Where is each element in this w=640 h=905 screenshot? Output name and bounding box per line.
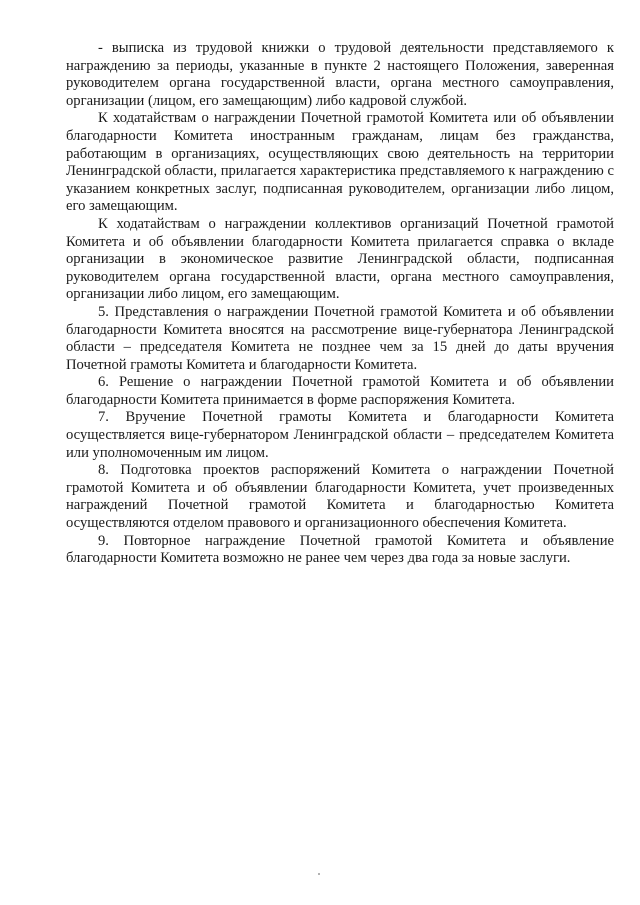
scan-speck: [318, 873, 320, 875]
paragraph-item-9: 9. Повторное награждение Почетной грамотой Комитета и объявление благодарности Комитета возможно не ранее чем через два года за новые заслуги.: [66, 532, 614, 567]
paragraph-item-8: 8. Подготовка проектов распоряжений Комитета о награждении Почетной грамотой Комитета и об объявлении благодарности Комитета, учет произведенных награждений Почетной грамотой Комитета и благодарностью Комитета осуществляются отделом правового и организационного обеспечения Комитета.: [66, 462, 614, 532]
paragraph-collectives: К ходатайствам о награждении коллективов организаций Почетной грамотой Комитета и об объявлении благодарности Комитета прилагается справка о вкладе организации в экономическое развитие Ленинградской области, подписанная руководителем органа государственной власти, органа местного самоуправления, организации либо лицом, его замещающим.: [66, 215, 614, 303]
paragraph-extract-requirement: - выписка из трудовой книжки о трудовой деятельности представляемого к награждению за периоды, указанные в пункте 2 настоящего Положения, заверенная руководителем органа государственной власти, органа местного самоуправления, организации (лицом, его замещающим) либо кадровой службой.: [66, 40, 614, 109]
document-page: [66, 40, 614, 568]
paragraph-item-5: 5. Представления о награждении Почетной грамотой Комитета и об объявлении благодарности Комитета вносятся на рассмотрение вице-губернатора Ленинградской области – председателя Комитета не позднее чем за 15 дней до даты вручения Почетной грамоты Комитета и благодарности Комитета.: [66, 303, 614, 373]
paragraph-item-7: 7. Вручение Почетной грамоты Комитета и благодарности Комитета осуществляется вице-губернатором Ленинградской области – председателем Комитета или уполномоченным им лицом.: [66, 409, 614, 461]
paragraph-foreign-citizens: К ходатайствам о награждении Почетной грамотой Комитета или об объявлении благодарности Комитета иностранным гражданам, лицам без гражданства, работающим в организациях, осуществляющих свою деятельность на территории Ленинградской области, прилагается характеристика представляемого к награждению с указанием конкретных заслуг, подписанная руководителем, организации либо лицом, его замещающим.: [66, 110, 614, 215]
paragraph-item-6: 6. Решение о награждении Почетной грамотой Комитета и об объявлении благодарности Комитета принимается в форме распоряжения Комитета.: [66, 374, 614, 408]
